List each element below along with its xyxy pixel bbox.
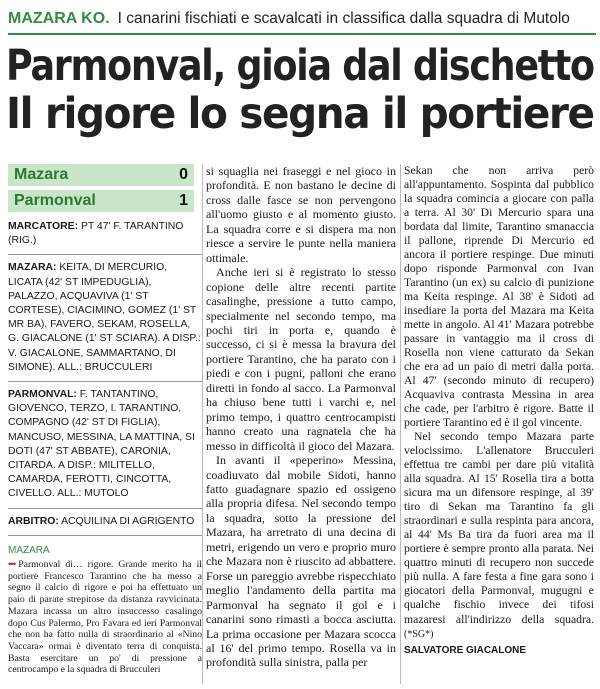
article-category: MAZARA (8, 544, 50, 556)
mazara-text: KEITA, DI MERCURIO, LICATA (42' ST IMPEDUGLIA), PALAZZO, ACQUAVIVA (1' ST CORTESE), CIACIMINO, GOMEZ (1' ST MR BA), FAVERO, SEKAM, ROSELLA, G. GIACALONE (1' ST SCIARA). A DISP.: V. GIACALONE, SAMMARTANO, DI SIMONE). ALL.: BRUCCULERI (8, 262, 201, 373)
scorer-label: MARCATORE: (8, 221, 79, 232)
away-team-name: Parmonval (14, 192, 96, 209)
headline (6, 42, 596, 138)
parmonval-lineup (8, 388, 202, 502)
article-col2 (206, 164, 396, 670)
referee-block (8, 515, 202, 529)
home-team-name: Mazara (14, 166, 69, 183)
kicker-subtitle: I canarini fischiati e scavalcati in classifica dalla squadra di Mutolo (117, 10, 570, 27)
col2-paragraph-1: si squaglia nei fraseggi e nel gioco in profondità. E non bastano le decine di cross dalle fasce se non pervengono all'uomo giusto e al momento giusto. La squadra corre e si dispera ma non riesce a servire le punte nella maniera ottimale. (206, 164, 396, 265)
home-team-goals: 0 (179, 166, 188, 183)
parmonval-label: PARMONVAL: (8, 389, 77, 401)
column-divider (400, 164, 401, 684)
kicker-tag: MAZARA KO. (8, 10, 110, 27)
column-divider (202, 164, 203, 684)
kicker (8, 6, 596, 32)
score-home (8, 164, 194, 186)
article-col3 (404, 164, 594, 658)
author-signature: SALVATORE GIACALONE (404, 644, 527, 656)
headline-line-1: Parmonval, gioia dal dischetto (6, 41, 594, 91)
col2-paragraph-3: In avanti il «peperino» Messina, coadiuvato dal mobile Sidoti, hanno fatto guadagnare spazio ed ossigeno alla propria difesa. Nel secondo tempo la squadra, sotto la pressione del Mazara, ha arretrato di una decina di metri, erigendo un vero e proprio muro che Mazara non è riuscito ad abbattere. Forse un pareggio avrebbe rispecchiato meglio l'andamento della partita ma Parmonval ha segnato il gol e i canarini sono rimasti a bocca asciutta. La prima occasione per Mazara scocca al 16' del primo tempo. Rosella va in profondità sulla sinistra, palla per (206, 453, 396, 670)
separator (8, 508, 202, 509)
parmonval-text: F. TANTANTINO, GIOVENCO, TERZO, I. TARANTINO, COMPAGNO (42' ST DI FIGLIA), MANCUSO, MESSINA, LA MATTINA, SI DOTI (47' ST ABBATE), CARONIA, CITARDA. A DISP.: MILITELLO, CAMARDA, FEROTTI, CINCOTTA, CIVELLO. ALL.: MUTOLO (8, 389, 195, 500)
article-col1-text: Parmonval di… rigore. Grande merito ha il portiere Francesco Tarantino che ha messo a segno il calcio di rigore e poi ha effettuato un paio di parate strepitose da distanza ravvicinata. Mazara incassa un altro insuccesso casalingo dopo Cus Palermo, Pro Favara ed ieri Parmonval che non ha fatto nulla di straordinario al «Nino Vaccara» ormai è diventato terra di conquista. Basta esercitare un po' di pressione a centrocampo e la squadra di Brucculeri (8, 559, 202, 676)
col3-paragraph-2 (404, 430, 594, 641)
referee-text: ACQUILINA DI AGRIGENTO (61, 515, 195, 527)
score-away (8, 190, 194, 212)
bullet-dots-icon: ••• (8, 559, 16, 571)
col3-tag: (*SG*) (404, 628, 434, 640)
scorer-block (8, 220, 202, 248)
col3-paragraph-1: Sekan che non arriva però all'appuntamento. Sospinta dal pubblico la squadra comincia a giocare con palla a terra. Al 30' Di Mercurio spara una bordata dal limite, Tarantino smanaccia il pallone, riprende Di Mercurio ed ancora il portiere respinge. Due minuti dopo risponde Parmonval con Ivan Tarantino (un ex) su calcio di punizione ma Keita respinge. Al 38' è Sidoti ad insediare la porta del Mazara ma Keita mette in angolo. Al 41' Mazara potrebbe passare in vantaggio ma il cross di Rosella non viene catturato da Sekan che era ad un paio di metri dalla porta. Al 47' (secondo minuto di recupero) Acquaviva contrasta Messina in area che cade, per l'arbitro è rigore. Batte il portiere Tarantino ed è il gol vincente. (404, 164, 594, 430)
kicker-rule (8, 33, 596, 35)
separator (8, 381, 202, 382)
col2-paragraph-2: Anche ieri si è registrato lo stesso copione delle altre recenti partite casalinghe, pressione a tutto campo, specialmente nel secondo tempo, ma pochi tiri in porta e, quando è successo, ci si è messa la bravura del portiere Tarantino, che ha parato con i piedi e con i pugni, palloni che erano diretti in fondo al sacco. La Parmonval ha chiuso bene tutti i varchi e, nel primo tempo, i quattro centrocampisti hanno creato una ragnatela che ha messo in difficoltà il gioco del Mazara. (206, 265, 396, 453)
mazara-label: MAZARA: (8, 262, 57, 274)
referee-label: ARBITRO: (8, 515, 59, 527)
mazara-lineup (8, 261, 202, 375)
headline-line-2: Il rigore lo segna il portiere (6, 89, 594, 139)
col3-paragraph-2-text: Nel secondo tempo Mazara parte velocissimo. L'allenatore Brucculeri effettua tre cambi per dare più vitalità alla squadra. Al 15' Rosella tira a botta sicura ma un difensore respinge, al 39' tiro di Sekan ma Tarantino fa gli straordinari e sulla respinta para ancora, al 44' Ms Ba tira da fuori area ma il portiere è sempre pronto alla parata. Nei quattro minuti di recupero non succede più nulla. A fare festa a fine gara sono i giocatori della Parmonval, mugugni e qualche fischio invece dei tifosi mazaresi all'indirizzo della squadra. (404, 430, 594, 626)
away-team-goals: 1 (179, 192, 188, 209)
separator (8, 535, 202, 536)
article-col1 (8, 559, 202, 676)
match-box (8, 220, 202, 676)
separator (8, 254, 202, 255)
scorer-text: PT 47' F. TARANTINO (RIG.) (8, 221, 184, 247)
